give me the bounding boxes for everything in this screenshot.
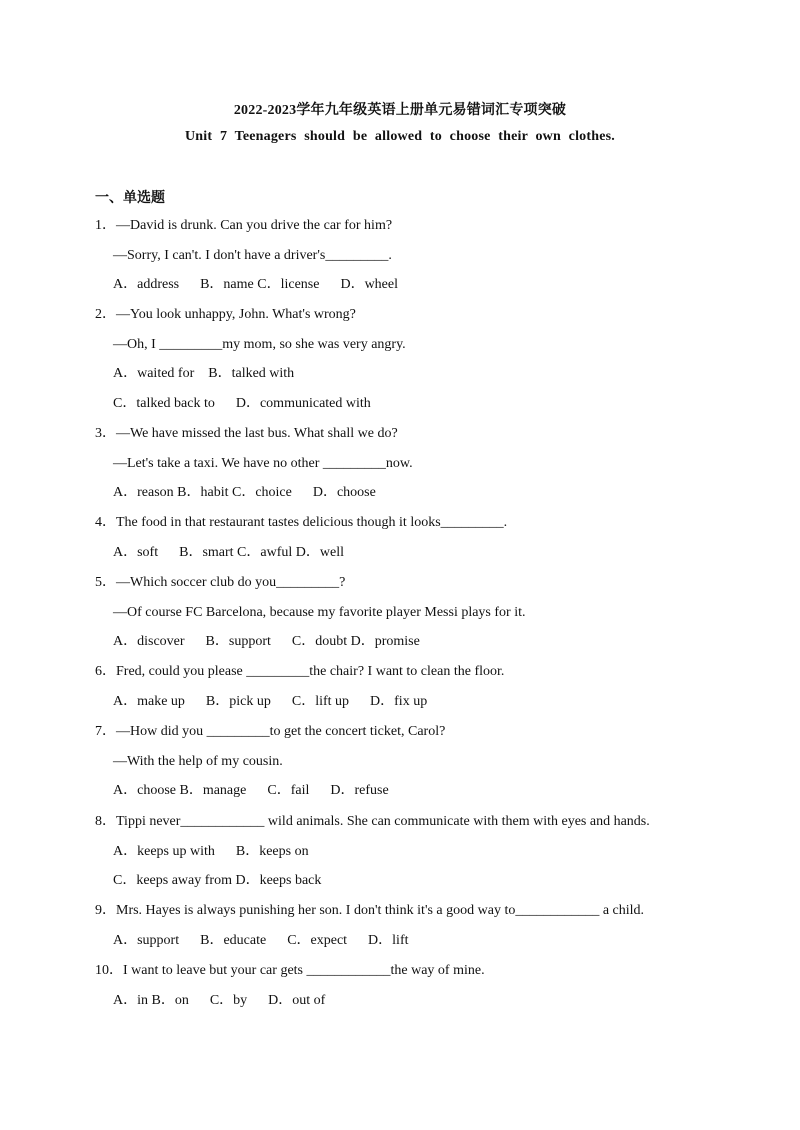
question-2-options-row2: C．talked back to D．communicated with bbox=[113, 396, 371, 411]
unit-subtitle: Unit 7 Teenagers should be allowed to choose their own clothes. bbox=[185, 129, 615, 144]
question-8-options-row1: A．keeps up with B．keeps on bbox=[113, 844, 309, 859]
question-9-options: A．support B．educate C．expect D．lift bbox=[113, 933, 409, 948]
question-10-options: A．in B．on C．by D．out of bbox=[113, 993, 326, 1008]
question-8-options-row2: C．keeps away from D．keeps back bbox=[113, 873, 322, 888]
question-5-options: A．discover B．support C．doubt D．promise bbox=[113, 634, 420, 649]
question-10-stem: 10．I want to leave but your car gets ____________the way of mine. bbox=[95, 963, 485, 978]
question-2-stem: 2．—You look unhappy, John. What's wrong? bbox=[95, 307, 356, 322]
question-5-reply: —Of course FC Barcelona, because my favorite player Messi plays for it. bbox=[113, 605, 526, 620]
question-7-options: A．choose B．manage C．fail D．refuse bbox=[113, 783, 389, 798]
question-1-stem: 1．—David is drunk. Can you drive the car for him? bbox=[95, 218, 393, 233]
question-8-stem: 8．Tippi never____________ wild animals. She can communicate with them with eyes and hands. bbox=[95, 814, 650, 829]
question-5-stem: 5．—Which soccer club do you_________? bbox=[95, 575, 346, 590]
question-7-stem: 7．—How did you _________to get the concert ticket, Carol? bbox=[95, 724, 446, 739]
question-3-stem: 3．—We have missed the last bus. What shall we do? bbox=[95, 426, 398, 441]
question-3-reply: —Let's take a taxi. We have no other _________now. bbox=[113, 456, 413, 471]
question-9-stem: 9．Mrs. Hayes is always punishing her son. I don't think it's a good way to____________ a child. bbox=[95, 903, 645, 918]
section-heading: 一、单选题 bbox=[95, 191, 165, 206]
question-7-reply: —With the help of my cousin. bbox=[113, 754, 283, 769]
question-6-stem: 6．Fred, could you please _________the chair? I want to clean the floor. bbox=[95, 664, 505, 679]
question-2-reply: —Oh, I _________my mom, so she was very angry. bbox=[113, 337, 406, 352]
question-6-options: A．make up B．pick up C．lift up D．fix up bbox=[113, 694, 428, 709]
question-4-stem: 4．The food in that restaurant tastes delicious though it looks_________. bbox=[95, 515, 508, 530]
question-4-options: A．soft B．smart C．awful D．well bbox=[113, 545, 344, 560]
question-3-options: A．reason B．habit C．choice D．choose bbox=[113, 485, 376, 500]
question-2-options-row1: A．waited for B．talked with bbox=[113, 366, 295, 381]
document-title: 2022-2023学年九年级英语上册单元易错词汇专项突破 bbox=[233, 103, 567, 118]
question-1-reply: —Sorry, I can't. I don't have a driver's_________. bbox=[113, 248, 392, 263]
question-1-options: A．address B．name C．license D．wheel bbox=[113, 277, 398, 292]
